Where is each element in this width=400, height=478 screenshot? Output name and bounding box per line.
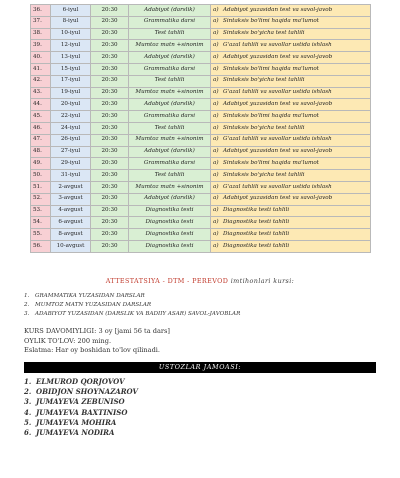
row-topic: Diagnostika testi [129, 205, 211, 217]
row-date: 17-iyul [51, 75, 91, 87]
row-topic: Mumtoz matn +sinonim [129, 40, 211, 52]
team-member [24, 397, 138, 407]
row-description [211, 63, 371, 75]
row-description [211, 87, 371, 99]
row-date: 12-iyul [51, 40, 91, 52]
row-number: 50. [31, 170, 51, 182]
row-time: 20:30 [91, 158, 129, 170]
row-number: 53. [31, 205, 51, 217]
team-member [24, 428, 138, 438]
team-title-bar: USTOZLAR JAMOASI: [24, 362, 376, 373]
course-duration: KURS DAVOMIYLIGI: 3 oy [jami 56 ta dars] [24, 327, 170, 335]
row-time: 20:30 [91, 122, 129, 134]
course-list [24, 293, 240, 320]
member-number: 1. [24, 377, 32, 386]
row-topic: Grammatika darsi [129, 63, 211, 75]
row-date: 3-avgust [51, 193, 91, 205]
member-number: 5. [24, 417, 32, 427]
row-date: 22-iyul [51, 111, 91, 123]
course-item [24, 302, 240, 311]
row-topic: Mumtoz matn +sinonim [129, 87, 211, 99]
row-letter: a) [213, 171, 219, 178]
row-topic: Mumtoz matn +sinonim [129, 181, 211, 193]
row-description-text: Diagnostika testi tahlili [223, 230, 290, 237]
attestation-title [0, 277, 400, 285]
row-description [211, 122, 371, 134]
row-description [211, 181, 371, 193]
row-description [211, 5, 371, 17]
row-date: 6-avgust [51, 217, 91, 229]
row-time: 20:30 [91, 193, 129, 205]
schedule-row [31, 16, 371, 28]
schedule-table [30, 4, 371, 253]
course-number: 2. [24, 302, 30, 308]
row-topic: Adabiyot (darslik) [129, 193, 211, 205]
row-time: 20:30 [91, 63, 129, 75]
member-name: JUMAYEVA MOHIRA [36, 417, 117, 427]
row-number: 40. [31, 52, 51, 64]
row-time: 20:30 [91, 16, 129, 28]
schedule-row [31, 134, 371, 146]
row-date: 24-iyul [51, 122, 91, 134]
row-time: 20:30 [91, 40, 129, 52]
team-member [24, 377, 138, 387]
row-date: 6-iyul [51, 5, 91, 17]
row-date: 31-iyul [51, 170, 91, 182]
row-description-text: Diagnostika testi tahlili [223, 218, 290, 225]
row-number: 39. [31, 40, 51, 52]
row-description-text: G'azal tahlili va savollar ustida ishlash [223, 136, 332, 143]
member-name: OBIDJON SHOYNAZAROV [36, 387, 138, 397]
row-letter: a) [213, 207, 219, 214]
schedule-row [31, 205, 371, 217]
row-letter: a) [213, 30, 219, 37]
row-number: 51. [31, 181, 51, 193]
row-number: 55. [31, 229, 51, 241]
row-number: 38. [31, 28, 51, 40]
course-number: 1. [24, 293, 30, 299]
schedule-row [31, 181, 371, 193]
row-description [211, 170, 371, 182]
schedule-row [31, 75, 371, 87]
row-topic: Grammatika darsi [129, 16, 211, 28]
row-description-text: Diagnostika testi tahlili [223, 242, 290, 249]
row-time: 20:30 [91, 217, 129, 229]
member-name: JUMAYEVA NODIRA [36, 427, 115, 437]
row-time: 20:30 [91, 87, 129, 99]
member-number: 3. [24, 397, 32, 407]
course-number: 3. [24, 311, 30, 317]
row-time: 20:30 [91, 52, 129, 64]
row-topic: Adabiyot (darslik) [129, 52, 211, 64]
row-description-text: G'azal tahlili va savollar ustida ishlash [223, 183, 332, 190]
row-date: 27-iyul [51, 146, 91, 158]
row-description-text: Diagnostika testi tahlili [223, 207, 290, 214]
row-letter: a) [213, 159, 219, 166]
row-time: 20:30 [91, 5, 129, 17]
row-number: 52. [31, 193, 51, 205]
schedule-row [31, 52, 371, 64]
row-date: 15-iyul [51, 63, 91, 75]
row-time: 20:30 [91, 205, 129, 217]
member-number: 4. [24, 407, 32, 417]
row-number: 44. [31, 99, 51, 111]
row-number: 47. [31, 134, 51, 146]
row-description [211, 52, 371, 64]
row-topic: Diagnostika testi [129, 217, 211, 229]
row-time: 20:30 [91, 75, 129, 87]
row-topic: Test tahlili [129, 122, 211, 134]
member-name: JUMAYEVA BAXTINISO [36, 407, 128, 417]
row-topic: Grammatika darsi [129, 111, 211, 123]
schedule-row [31, 217, 371, 229]
row-description [211, 229, 371, 241]
row-letter: a) [213, 112, 219, 119]
schedule-row [31, 111, 371, 123]
row-description-text: G'azal tahlili va savollar ustida ishlash [223, 41, 332, 48]
schedule-row [31, 63, 371, 75]
team-member [24, 408, 138, 418]
row-description-text: Adabiyot yuzasidan test va savol-javob [223, 195, 333, 202]
row-date: 10-iyul [51, 28, 91, 40]
row-letter: a) [213, 18, 219, 25]
row-description [211, 158, 371, 170]
row-letter: a) [213, 100, 219, 107]
row-letter: a) [213, 148, 219, 155]
row-description [211, 99, 371, 111]
row-description-text: Sintaksis bo'yicha test tahlili [223, 30, 305, 37]
member-number: 2. [24, 387, 32, 397]
row-description [211, 16, 371, 28]
schedule-row [31, 28, 371, 40]
schedule-row [31, 5, 371, 17]
row-description [211, 75, 371, 87]
row-date: 20-iyul [51, 99, 91, 111]
row-time: 20:30 [91, 229, 129, 241]
row-description-text: Adabiyot yuzasidan test va savol-javob [223, 53, 333, 60]
schedule-row [31, 87, 371, 99]
row-topic: Test tahlili [129, 28, 211, 40]
row-topic: Diagnostika testi [129, 240, 211, 252]
row-description [211, 40, 371, 52]
row-letter: a) [213, 136, 219, 143]
team-list [24, 377, 138, 438]
row-description [211, 134, 371, 146]
row-date: 29-iyul [51, 158, 91, 170]
row-number: 49. [31, 158, 51, 170]
row-description-text: Adabiyot yuzasidan test va savol-javob [223, 148, 333, 155]
row-description-text: Adabiyot yuzasidan test va savol-javob [223, 6, 333, 13]
row-number: 43. [31, 87, 51, 99]
row-time: 20:30 [91, 146, 129, 158]
attestation-highlight: ATTESTATSIYA - DTM - PEREVOD [105, 277, 229, 285]
row-topic: Adabiyot (darslik) [129, 146, 211, 158]
row-topic: Mumtoz matn +sinonim [129, 134, 211, 146]
row-topic: Test tahlili [129, 75, 211, 87]
row-description-text: Sintaksis bo'yicha test tahlili [223, 171, 305, 178]
schedule-row [31, 229, 371, 241]
row-time: 20:30 [91, 111, 129, 123]
row-letter: a) [213, 65, 219, 72]
monthly-fee: OYLIK TO'LOV: 200 ming. [24, 336, 112, 345]
row-time: 20:30 [91, 99, 129, 111]
team-member [24, 418, 138, 428]
attestation-rest: imtihonlari kursi: [230, 277, 295, 285]
row-topic: Test tahlili [129, 170, 211, 182]
course-item [24, 293, 240, 302]
schedule-row [31, 40, 371, 52]
row-number: 36. [31, 5, 51, 17]
row-letter: a) [213, 124, 219, 131]
row-number: 37. [31, 16, 51, 28]
member-name: JUMAYEVA ZEBUNISO [36, 397, 125, 407]
row-description-text: Sintaksis bo'limi haqida ma'lumot [223, 112, 319, 119]
row-letter: a) [213, 53, 219, 60]
schedule-row [31, 146, 371, 158]
course-item [24, 311, 240, 320]
schedule-row [31, 158, 371, 170]
row-topic: Diagnostika testi [129, 229, 211, 241]
row-date: 19-iyul [51, 87, 91, 99]
row-date: 13-iyul [51, 52, 91, 64]
row-date: 2-avgust [51, 181, 91, 193]
row-letter: a) [213, 89, 219, 96]
row-description-text: Sintaksis bo'yicha test tahlili [223, 77, 305, 84]
schedule-row [31, 99, 371, 111]
course-label: GRAMMATIKA YUZASIDAN DARSLAR [35, 293, 145, 299]
member-number: 6. [24, 427, 32, 437]
row-date: 8-avgust [51, 229, 91, 241]
row-description [211, 193, 371, 205]
row-letter: a) [213, 6, 219, 13]
row-description [211, 217, 371, 229]
course-info [24, 327, 170, 356]
row-time: 20:30 [91, 28, 129, 40]
row-number: 54. [31, 217, 51, 229]
member-name: ELMUROD QORJOVOV [36, 377, 125, 386]
payment-note: Eslatma: Har oy boshidan to'lov qilinadi. [24, 346, 161, 354]
row-topic: Adabiyot (darslik) [129, 5, 211, 17]
row-time: 20:30 [91, 181, 129, 193]
row-description [211, 111, 371, 123]
row-date: 26-iyul [51, 134, 91, 146]
row-description [211, 240, 371, 252]
course-label: ADABIYOT YUZASIDAN (DARSLIK VA BADIIY ASAR) SAVOL-JAVOBLAR [35, 311, 241, 317]
row-letter: a) [213, 41, 219, 48]
row-number: 48. [31, 146, 51, 158]
row-description-text: Sintaksis bo'limi haqida ma'lumot [223, 65, 319, 72]
row-letter: a) [213, 242, 219, 249]
schedule-row [31, 170, 371, 182]
row-description [211, 146, 371, 158]
row-date: 10-avgust [51, 240, 91, 252]
row-description-text: Adabiyot yuzasidan test va savol-javob [223, 100, 333, 107]
row-letter: a) [213, 218, 219, 225]
row-number: 42. [31, 75, 51, 87]
row-description [211, 205, 371, 217]
schedule-row [31, 122, 371, 134]
row-letter: a) [213, 230, 219, 237]
row-number: 41. [31, 63, 51, 75]
row-letter: a) [213, 183, 219, 190]
row-time: 20:30 [91, 134, 129, 146]
row-time: 20:30 [91, 240, 129, 252]
row-letter: a) [213, 195, 219, 202]
course-label: MUMTOZ MATN YUZASIDAN DARSLAR [35, 302, 152, 308]
row-description [211, 28, 371, 40]
row-time: 20:30 [91, 170, 129, 182]
team-member [24, 387, 138, 397]
row-description-text: Sintaksis bo'limi haqida ma'lumot [223, 18, 319, 25]
row-date: 4-avgust [51, 205, 91, 217]
row-description-text: Sintaksis bo'limi haqida ma'lumot [223, 159, 319, 166]
row-number: 56. [31, 240, 51, 252]
schedule-row [31, 193, 371, 205]
row-date: 8-iyul [51, 16, 91, 28]
row-number: 45. [31, 111, 51, 123]
schedule-body [31, 5, 371, 253]
row-topic: Grammatika darsi [129, 158, 211, 170]
row-letter: a) [213, 77, 219, 84]
row-number: 46. [31, 122, 51, 134]
row-description-text: Sintaksis bo'yicha test tahlili [223, 124, 305, 131]
row-description-text: G'azal tahlili va savollar ustida ishlash [223, 89, 332, 96]
row-topic: Adabiyot (darslik) [129, 99, 211, 111]
schedule-row [31, 240, 371, 252]
